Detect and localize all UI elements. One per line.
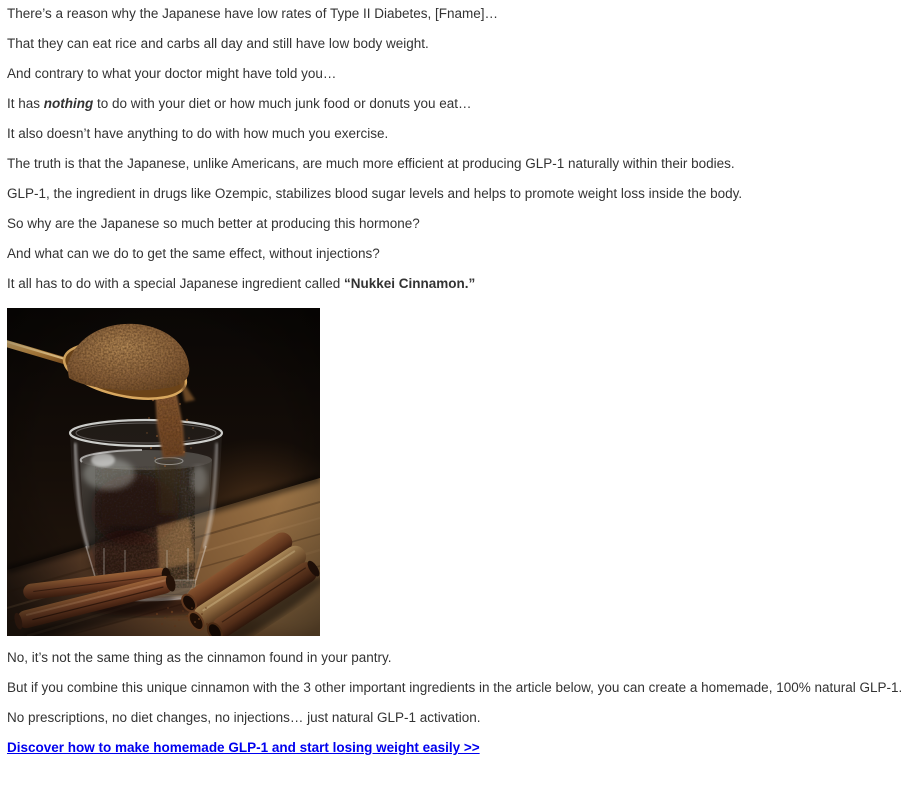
paragraph: It also doesn’t have anything to do with how much you exercise.: [7, 126, 389, 141]
paragraph: No, it’s not the same thing as the cinnamon found in your pantry.: [7, 650, 392, 665]
paragraph: And contrary to what your doctor might have told you…: [7, 66, 337, 81]
cta-link[interactable]: Discover how to make homemade GLP-1 and start losing weight easily >>: [7, 740, 480, 755]
paragraph: It has nothing to do with your diet or how much junk food or donuts you eat…: [7, 96, 472, 111]
paragraph: So why are the Japanese so much better at producing this hormone?: [7, 216, 420, 231]
paragraph: There’s a reason why the Japanese have low rates of Type II Diabetes, [Fname]…: [7, 6, 499, 21]
cinnamon-photo-illustration: [7, 308, 320, 636]
paragraph: It all has to do with a special Japanese ingredient called “Nukkei Cinnamon.”: [7, 276, 476, 291]
cta-paragraph: [7, 739, 914, 756]
emphasis-text: “Nukkei Cinnamon.”: [343, 276, 476, 291]
paragraph: That they can eat rice and carbs all day and still have low body weight.: [7, 36, 429, 51]
paragraph: But if you combine this unique cinnamon with the 3 other important ingredients in the article below, you can create a homemade, 100% natural GLP-1.: [7, 680, 903, 695]
paragraphs-bottom: [7, 649, 914, 726]
paragraphs-top: [7, 5, 914, 292]
paragraph: The truth is that the Japanese, unlike Americans, are much more efficient at producing GLP-1 naturally within their bodies.: [7, 156, 735, 171]
cinnamon-photo: [7, 308, 320, 636]
paragraph: GLP-1, the ingredient in drugs like Ozempic, stabilizes blood sugar levels and helps to promote weight loss inside the body.: [7, 186, 743, 201]
paragraph: And what can we do to get the same effect, without injections?: [7, 246, 380, 261]
emphasis-text: nothing: [43, 96, 94, 111]
paragraph: No prescriptions, no diet changes, no injections… just natural GLP-1 activation.: [7, 710, 481, 725]
